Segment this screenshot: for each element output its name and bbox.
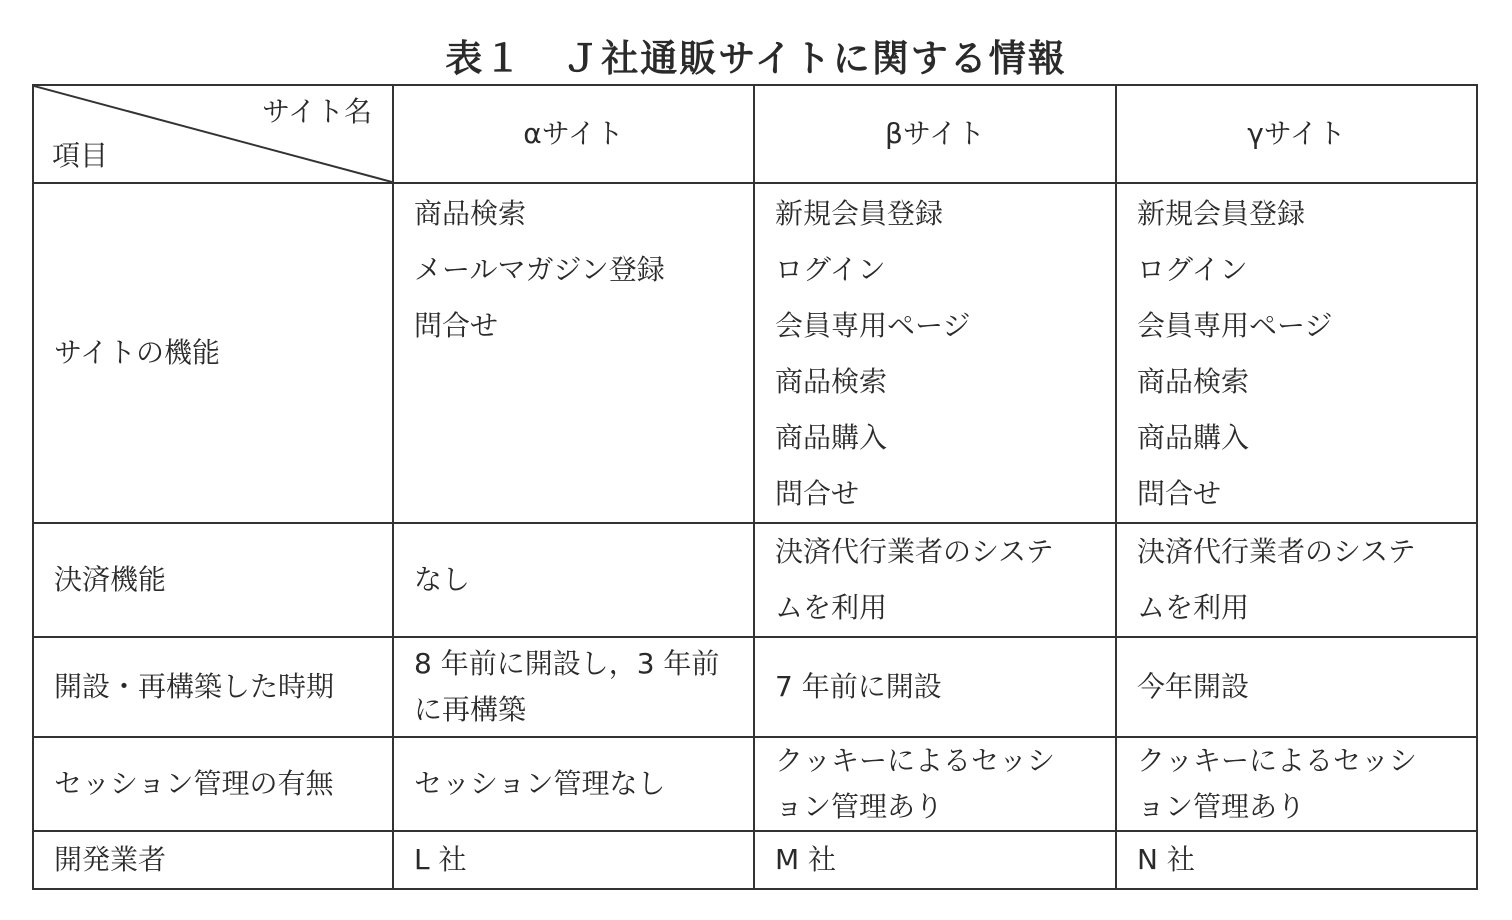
cell-gamma-payment (1116, 523, 1477, 637)
cell-gamma-session (1116, 737, 1477, 831)
list-item: メールマガジン登録 (414, 253, 665, 286)
list-item: 問合せ (414, 309, 499, 342)
list-item: 新規会員登録 (1137, 197, 1306, 230)
list-item: 会員専用ページ (775, 309, 971, 342)
cell-gamma-functions (1116, 183, 1477, 523)
cell-text: に再構築 (414, 693, 527, 726)
table-title: 表１ Ｊ社通販サイトに関する情報 (445, 37, 1067, 80)
row-label-developer: 開発業者 (33, 831, 393, 889)
cell-text: なし (414, 563, 471, 596)
list-item: 商品検索 (414, 197, 527, 230)
cell-text: 決済代行業者のシステ (775, 535, 1054, 568)
table-row-session (33, 737, 1477, 831)
cell-alpha-functions (393, 183, 754, 523)
list-item: 問合せ (775, 477, 860, 510)
cell-gamma-developer (1116, 831, 1477, 889)
list-item: 商品購入 (775, 421, 888, 454)
cell-text: L 社 (414, 843, 467, 876)
cell-alpha-launch (393, 637, 754, 737)
info-table (32, 84, 1478, 890)
list-item: ログイン (775, 253, 886, 286)
row-label-session: セッション管理の有無 (33, 737, 393, 831)
cell-alpha-payment (393, 523, 754, 637)
cell-text: ムを利用 (775, 591, 888, 624)
header-gamma-site: γサイト (1116, 85, 1477, 183)
cell-beta-session (754, 737, 1116, 831)
row-label-launch-period: 開設・再構築した時期 (33, 637, 393, 737)
list-item: 商品検索 (1137, 365, 1250, 398)
cell-text: ョン管理あり (1137, 790, 1306, 823)
cell-text: N 社 (1137, 843, 1195, 876)
cell-alpha-developer (393, 831, 754, 889)
cell-text: 今年開設 (1137, 670, 1250, 703)
list-item: 商品購入 (1137, 421, 1250, 454)
cell-text: 決済代行業者のシステ (1137, 535, 1416, 568)
table-row-payment (33, 523, 1477, 637)
cell-text: セッション管理なし (414, 767, 666, 800)
cell-text: ムを利用 (1137, 591, 1250, 624)
cell-text: クッキーによるセッシ (1137, 744, 1418, 777)
corner-cell (33, 85, 393, 183)
table-row-launch-period (33, 637, 1477, 737)
cell-gamma-launch (1116, 637, 1477, 737)
header-row (33, 85, 1477, 183)
cell-beta-launch (754, 637, 1116, 737)
list-item: 商品検索 (775, 365, 888, 398)
row-label-payment: 決済機能 (33, 523, 393, 637)
corner-site-name-label: サイト名 (261, 95, 372, 128)
corner-item-label: 項目 (52, 139, 109, 172)
header-alpha-site: αサイト (393, 85, 754, 183)
cell-alpha-session (393, 737, 754, 831)
cell-text: 8 年前に開設し，3 年前 (414, 647, 720, 680)
cell-beta-functions (754, 183, 1116, 523)
list-item: 新規会員登録 (775, 197, 944, 230)
row-label-site-functions: サイトの機能 (33, 183, 393, 523)
cell-text: クッキーによるセッシ (775, 744, 1056, 777)
table-row-developer (33, 831, 1477, 889)
cell-text: 7 年前に開設 (775, 670, 942, 703)
cell-text: M 社 (775, 843, 837, 876)
list-item: ログイン (1137, 253, 1248, 286)
cell-beta-developer (754, 831, 1116, 889)
cell-text: ョン管理あり (775, 790, 944, 823)
cell-beta-payment (754, 523, 1116, 637)
list-item: 問合せ (1137, 477, 1222, 510)
header-beta-site: βサイト (754, 85, 1116, 183)
table-row-site-functions (33, 183, 1477, 523)
list-item: 会員専用ページ (1137, 309, 1333, 342)
